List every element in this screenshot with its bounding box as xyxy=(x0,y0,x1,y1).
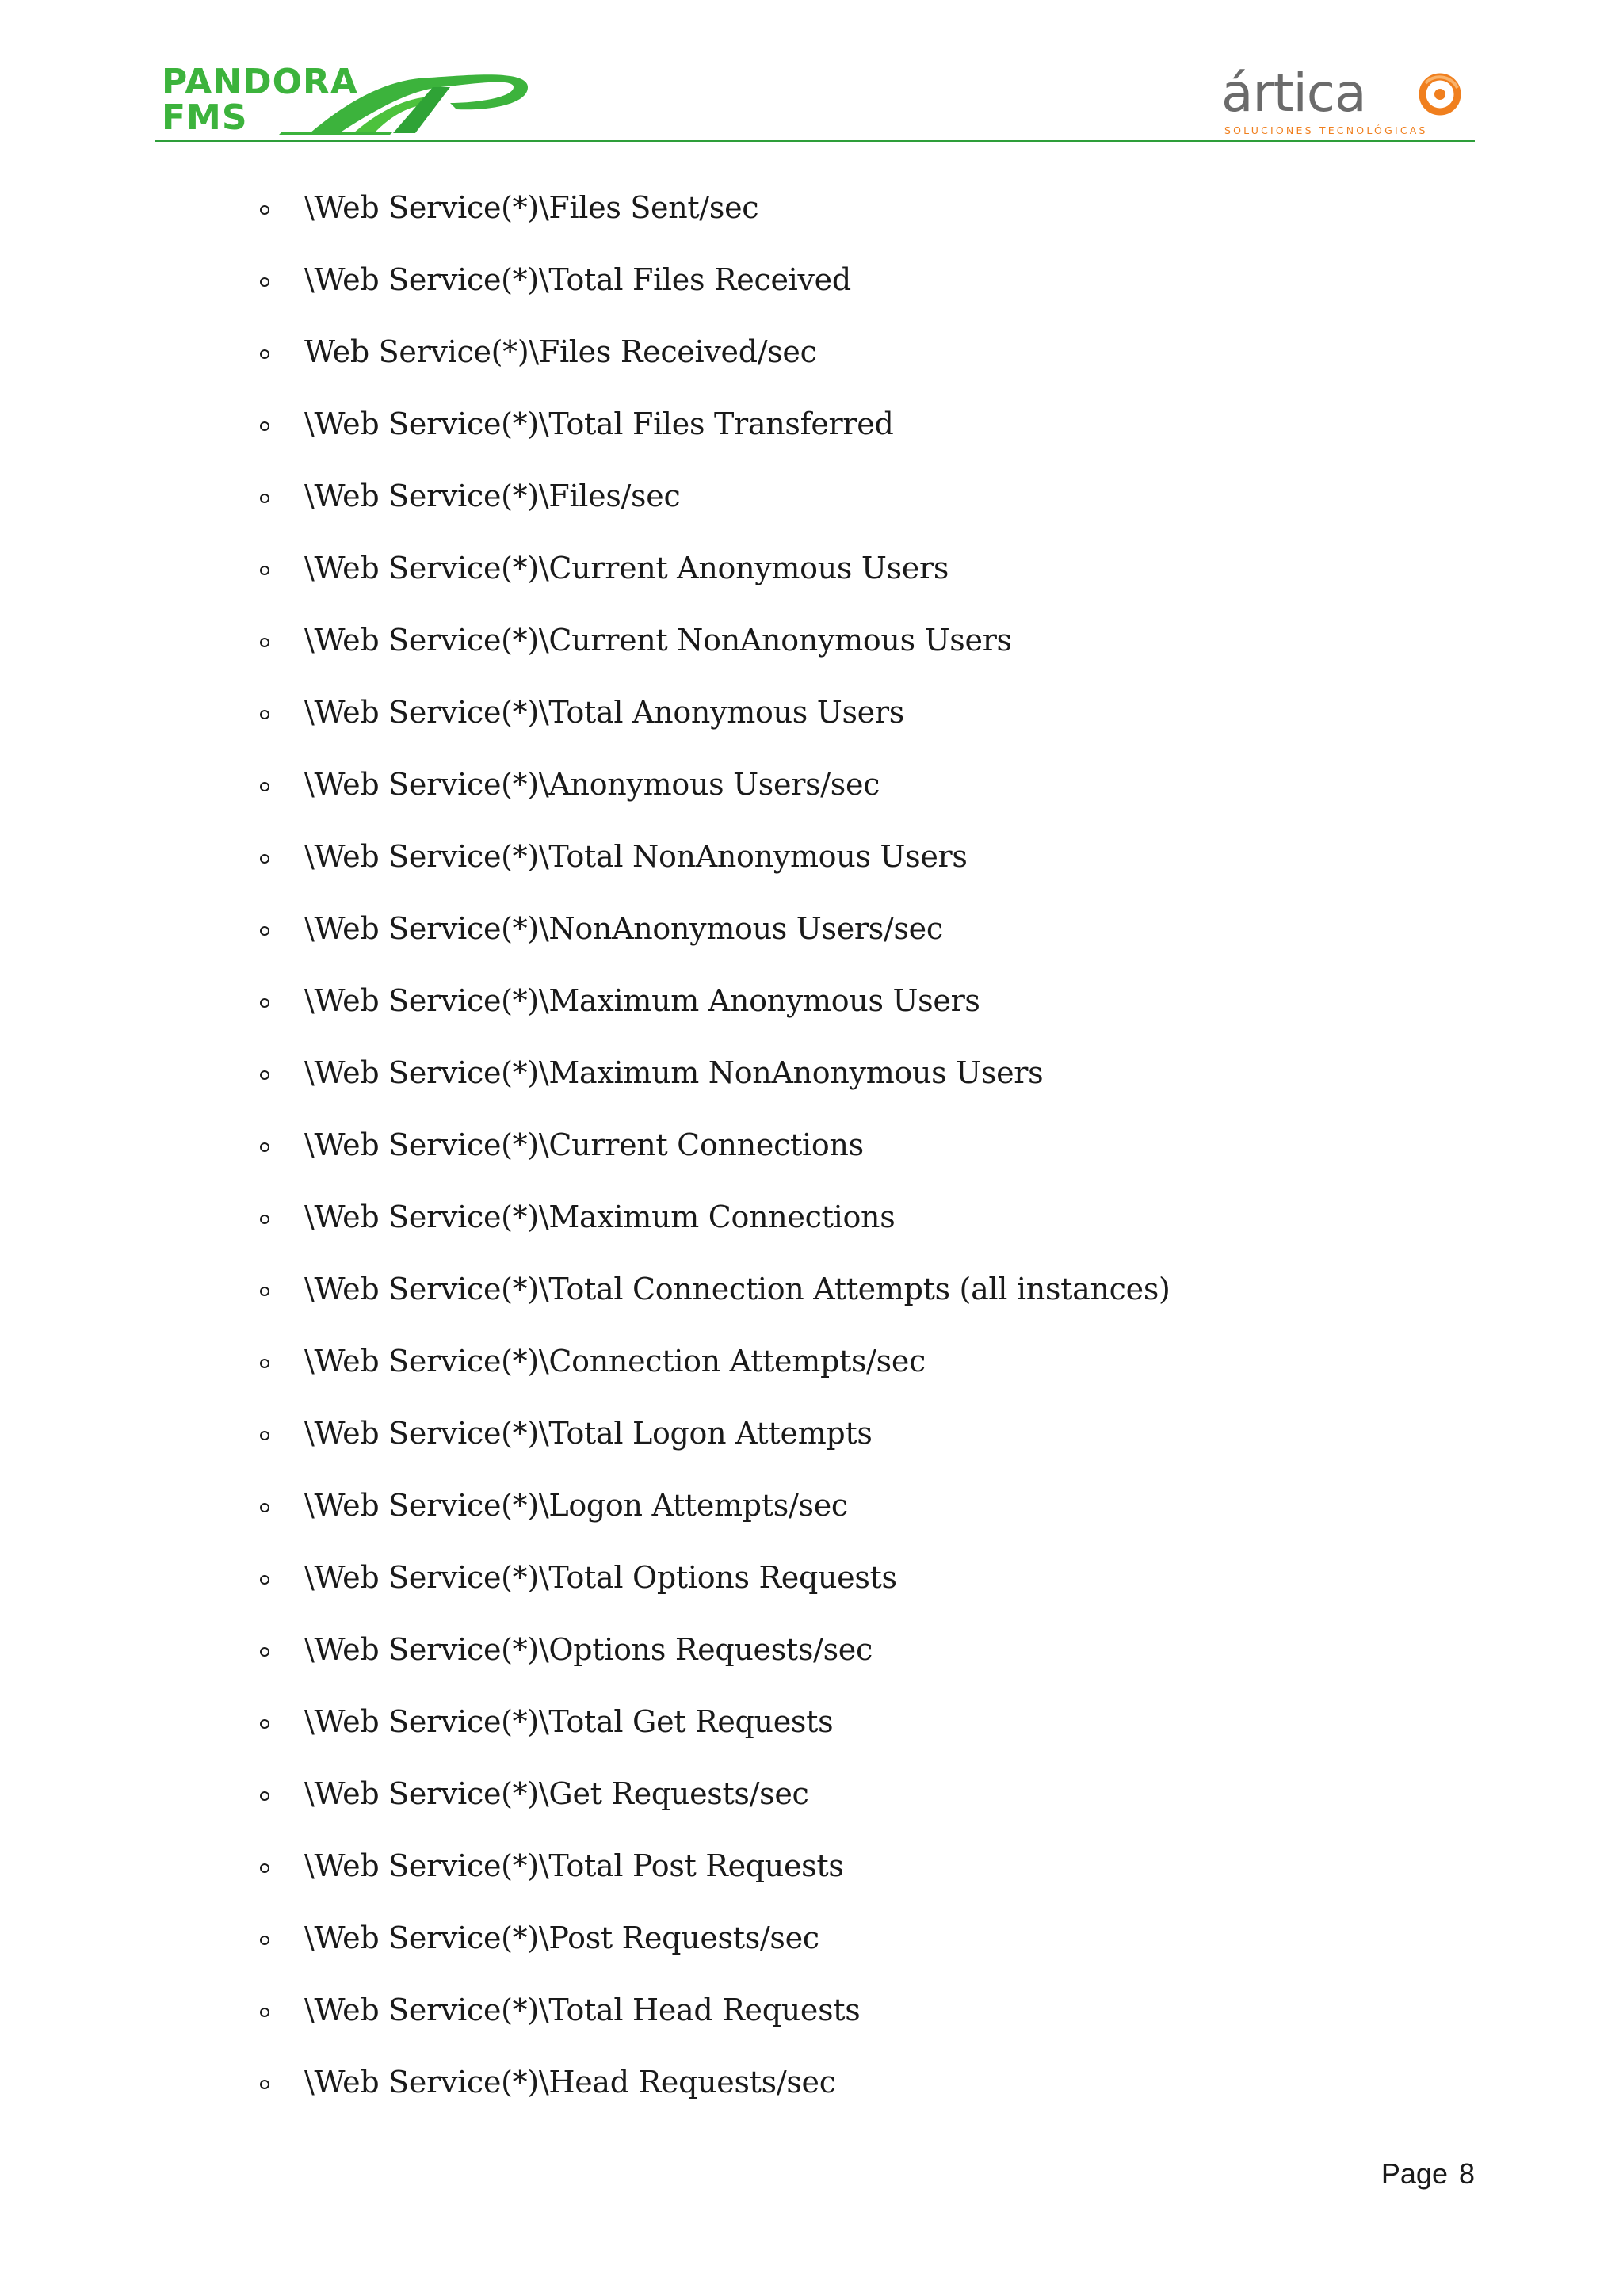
counter-path-text: \Web Service(*)\Post Requests/sec xyxy=(304,1920,819,1955)
hollow-circle-bullet-icon xyxy=(260,782,269,791)
list-item xyxy=(0,2061,1623,2134)
hollow-circle-bullet-icon xyxy=(260,926,269,936)
hollow-circle-bullet-icon xyxy=(260,349,269,359)
page-footer xyxy=(1381,2157,1475,2191)
counter-path-text: \Web Service(*)\Anonymous Users/sec xyxy=(304,767,880,802)
hollow-circle-bullet-icon xyxy=(260,1575,269,1585)
counter-path-text: \Web Service(*)\Total Files Transferred xyxy=(304,406,894,441)
list-item xyxy=(0,1773,1623,1845)
hollow-circle-bullet-icon xyxy=(260,2080,269,2089)
page-label: Page xyxy=(1381,2157,1448,2190)
hollow-circle-bullet-icon xyxy=(260,494,269,503)
list-item xyxy=(0,1989,1623,2061)
counter-path-text: \Web Service(*)\Current Connections xyxy=(304,1127,864,1162)
list-item xyxy=(0,1485,1623,1557)
list-item xyxy=(0,692,1623,764)
counter-path-text: \Web Service(*)\Logon Attempts/sec xyxy=(304,1488,848,1523)
counter-path-text: \Web Service(*)\Current NonAnonymous Users xyxy=(304,623,1012,658)
hollow-circle-bullet-icon xyxy=(260,1215,269,1224)
hollow-circle-bullet-icon xyxy=(260,1791,269,1801)
list-item xyxy=(0,187,1623,259)
artica-wordmark: ártica xyxy=(1221,63,1366,124)
list-item xyxy=(0,259,1623,331)
counter-path-text: \Web Service(*)\Maximum Anonymous Users xyxy=(304,983,980,1018)
hollow-circle-bullet-icon xyxy=(260,566,269,575)
pandora-logo-line1: PANDORA xyxy=(162,62,358,102)
artica-tagline: SOLUCIONES TECNOLÓGICAS xyxy=(1224,124,1428,136)
header-divider xyxy=(155,140,1475,142)
hollow-circle-bullet-icon xyxy=(260,421,269,431)
counter-path-text: \Web Service(*)\Total Files Received xyxy=(304,262,851,297)
hollow-circle-bullet-icon xyxy=(260,1647,269,1657)
list-item xyxy=(0,403,1623,475)
list-item xyxy=(0,1845,1623,1917)
hollow-circle-bullet-icon xyxy=(260,1359,269,1368)
counter-path-text: \Web Service(*)\Total Anonymous Users xyxy=(304,695,904,730)
counter-path-text: \Web Service(*)\Maximum Connections xyxy=(304,1199,896,1234)
hollow-circle-bullet-icon xyxy=(260,2008,269,2017)
list-item xyxy=(0,1268,1623,1341)
counter-path-text: \Web Service(*)\Total Options Requests xyxy=(304,1560,897,1595)
list-item xyxy=(0,475,1623,547)
artica-orange-ring-icon xyxy=(1423,77,1457,112)
list-item xyxy=(0,547,1623,620)
hollow-circle-bullet-icon xyxy=(260,1719,269,1729)
counter-path-text: \Web Service(*)\Total NonAnonymous Users xyxy=(304,839,968,874)
counter-path-text: \Web Service(*)\Total Get Requests xyxy=(304,1704,834,1739)
counter-path-text: \Web Service(*)\Maximum NonAnonymous Users xyxy=(304,1055,1044,1090)
list-item xyxy=(0,1701,1623,1773)
list-item xyxy=(0,1052,1623,1124)
list-item xyxy=(0,908,1623,980)
list-item xyxy=(0,836,1623,908)
counter-path-text: \Web Service(*)\Total Logon Attempts xyxy=(304,1416,873,1451)
list-item xyxy=(0,1629,1623,1701)
hollow-circle-bullet-icon xyxy=(260,854,269,864)
counter-path-text: \Web Service(*)\Total Connection Attempts (all instances) xyxy=(304,1272,1170,1306)
hollow-circle-bullet-icon xyxy=(260,1287,269,1296)
list-item xyxy=(0,1413,1623,1485)
hollow-circle-bullet-icon xyxy=(260,205,269,215)
page-number: 8 xyxy=(1458,2157,1475,2190)
list-item xyxy=(0,764,1623,836)
list-item xyxy=(0,980,1623,1052)
counter-path-text: \Web Service(*)\Total Head Requests xyxy=(304,1993,861,2027)
hollow-circle-bullet-icon xyxy=(260,1936,269,1945)
list-item xyxy=(0,331,1623,403)
counter-path-text: \Web Service(*)\Files/sec xyxy=(304,479,681,513)
performance-counter-list xyxy=(0,187,1623,2134)
hollow-circle-bullet-icon xyxy=(260,277,269,287)
hollow-circle-bullet-icon xyxy=(260,1863,269,1873)
list-item xyxy=(0,1341,1623,1413)
counter-path-text: \Web Service(*)\Total Post Requests xyxy=(304,1848,844,1883)
counter-path-text: \Web Service(*)\Files Sent/sec xyxy=(304,190,759,225)
list-item xyxy=(0,1917,1623,1989)
artica-logo xyxy=(1221,59,1475,139)
hollow-circle-bullet-icon xyxy=(260,998,269,1008)
hollow-circle-bullet-icon xyxy=(260,1503,269,1512)
counter-path-text: \Web Service(*)\Current Anonymous Users xyxy=(304,551,949,585)
counter-path-text: \Web Service(*)\Connection Attempts/sec xyxy=(304,1344,926,1379)
list-item xyxy=(0,620,1623,692)
hollow-circle-bullet-icon xyxy=(260,1431,269,1440)
counter-path-text: \Web Service(*)\Get Requests/sec xyxy=(304,1776,809,1811)
page-header xyxy=(155,48,1475,143)
pandora-fms-logo xyxy=(155,55,536,139)
list-item xyxy=(0,1196,1623,1268)
hollow-circle-bullet-icon xyxy=(260,710,269,719)
hollow-circle-bullet-icon xyxy=(260,1070,269,1080)
list-item xyxy=(0,1557,1623,1629)
hollow-circle-bullet-icon xyxy=(260,1142,269,1152)
hollow-circle-bullet-icon xyxy=(260,638,269,647)
counter-path-text: \Web Service(*)\Options Requests/sec xyxy=(304,1632,873,1667)
list-item xyxy=(0,1124,1623,1196)
counter-path-text: \Web Service(*)\Head Requests/sec xyxy=(304,2065,836,2100)
pandora-logo-line2: FMS xyxy=(162,97,248,138)
counter-path-text: Web Service(*)\Files Received/sec xyxy=(304,334,817,369)
counter-path-text: \Web Service(*)\NonAnonymous Users/sec xyxy=(304,911,943,946)
